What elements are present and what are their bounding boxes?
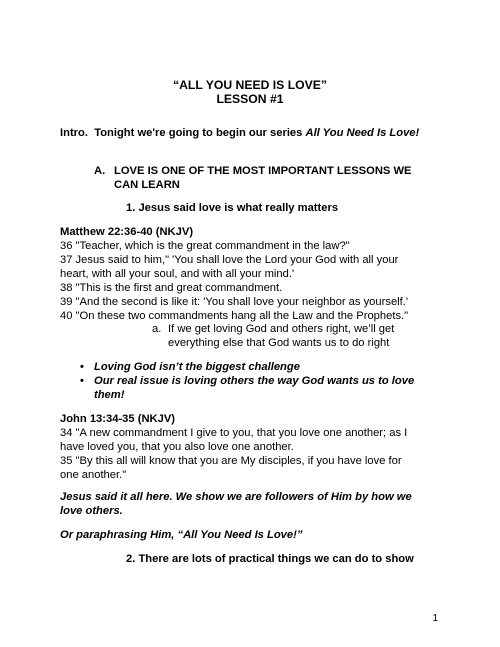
section-a-heading-line1: LOVE IS ONE OF THE MOST IMPORTANT LESSONS WE — [114, 165, 412, 177]
bullet-1-icon: • — [80, 361, 84, 373]
sub-point-a-line2: everything else that God wants us to do right — [168, 337, 390, 349]
john-reference: John 13:34-35 (NKJV) — [60, 413, 176, 425]
intro-paragraph — [60, 126, 450, 140]
sub-point-a-marker: a. — [152, 323, 162, 335]
john-verse-34-line2: have loved you, that you also love one another. — [60, 441, 294, 453]
john-verse-34-line1: 34 "A new commandment I give to you, that you love one another; as I — [60, 427, 408, 439]
matthew-verse-37-line1: 37 Jesus said to him," 'You shall love the Lord your God with all your — [60, 254, 399, 266]
statement-1-line2: love others. — [60, 505, 123, 517]
sub-point-a-line1: If we get loving God and others right, we’ll get — [168, 323, 395, 335]
lesson-title: “ALL YOU NEED IS LOVE” — [173, 78, 327, 92]
matthew-verse-40: 40 "On these two commandments hang all the Law and the Prophets." — [60, 310, 409, 322]
point-2: 2. There are lots of practical things we can do to show — [126, 553, 414, 565]
matthew-verse-37-line2: heart, with all your soul, and with all your mind.' — [60, 268, 295, 280]
john-verse-35-line1: 35 "By this all will know that you are My disciples, if you have love for — [60, 455, 402, 467]
john-verse-35-line2: one another." — [60, 469, 127, 481]
intro-text: Tonight we're going to begin our series — [94, 127, 303, 139]
lesson-number: LESSON #1 — [216, 92, 284, 106]
page-number: 1 — [432, 613, 438, 624]
bullet-2-line2: them! — [94, 389, 125, 401]
matthew-verse-38: 38 "This is the first and great commandment. — [60, 282, 283, 294]
statement-2: Or paraphrasing Him, “All You Need Is Love!” — [60, 529, 303, 541]
matthew-verse-39: 39 "And the second is like it: 'You shall love your neighbor as yourself.' — [60, 296, 409, 308]
section-a-marker: A. — [94, 165, 106, 177]
intro-label: Intro. — [60, 127, 88, 139]
series-title: All You Need Is Love! — [305, 127, 420, 139]
bullet-2-icon: • — [80, 375, 84, 387]
matthew-verse-36: 36 "Teacher, which is the great commandment in the law?" — [60, 240, 350, 252]
matthew-reference: Matthew 22:36-40 (NKJV) — [60, 226, 194, 238]
point-1: 1. Jesus said love is what really matters — [126, 202, 339, 214]
statement-1-line1: Jesus said it all here. We show we are followers of Him by how we — [60, 491, 412, 503]
bullet-1: Loving God isn’t the biggest challenge — [94, 361, 300, 373]
bullet-2-line1: Our real issue is loving others the way God wants us to love — [94, 375, 415, 387]
section-a-heading-line2: CAN LEARN — [114, 179, 180, 191]
